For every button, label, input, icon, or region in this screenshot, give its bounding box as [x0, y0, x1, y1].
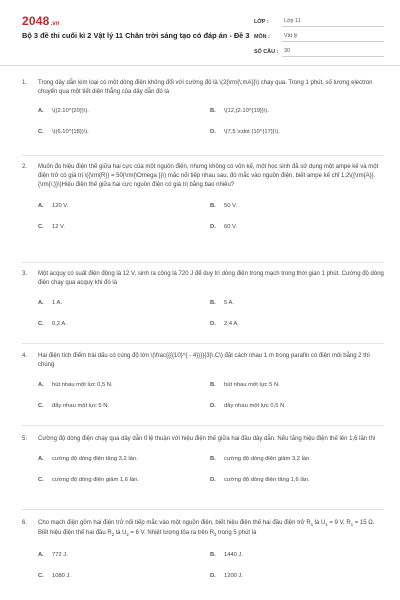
stem-part: trong 5 phút là	[216, 530, 257, 537]
question-stem	[22, 435, 384, 444]
logo-main: 2048	[22, 14, 50, 28]
option-text: 1 A.	[52, 300, 62, 307]
option-text: 60 V.	[224, 223, 238, 230]
option-b[interactable]	[210, 202, 382, 211]
option-letter: D.	[210, 403, 216, 410]
option-b[interactable]	[210, 551, 382, 560]
option-text: 120 V.	[52, 202, 69, 209]
option-letter: B.	[210, 202, 216, 209]
option-d[interactable]	[210, 572, 382, 581]
subscript: 1	[325, 522, 328, 528]
option-b[interactable]	[210, 107, 382, 116]
site-logo[interactable]	[22, 14, 60, 28]
option-a[interactable]	[38, 299, 210, 308]
meta-row-grade	[254, 14, 384, 29]
option-a[interactable]	[38, 202, 210, 211]
option-letter: B.	[210, 551, 216, 558]
question-text: Trong dây dẫn kim loại có một dòng điện không đổi với cường độ là \(2{\rm{\;mA}}\) chạy qua. Trong 1 phút, số lượng electron chuyển qua một tiết diện thẳng của dây dẫn đó là	[38, 80, 373, 96]
question-divider	[22, 509, 384, 510]
option-a[interactable]	[38, 107, 210, 116]
option-text: \((6.10^{18})\).	[52, 129, 89, 136]
subscript: 1	[350, 522, 354, 528]
option-text: 2,4 A.	[224, 321, 239, 328]
question-divider	[22, 425, 384, 426]
option-letter: D.	[210, 129, 216, 136]
option-letter: D.	[210, 321, 216, 328]
question-stem	[22, 519, 384, 540]
answer-options	[38, 202, 384, 232]
option-text: cường độ dòng điện giảm 3,2 lần.	[224, 456, 311, 463]
option-text: \(12,{2.10^{19}}\).	[224, 108, 269, 115]
option-letter: A.	[38, 108, 44, 115]
question-text: Cường độ dòng điện chạy qua dây dẫn tỉ lệ thuận với hiệu điện thế giữa hai đầu dây dẫn. Nếu tăng hiệu điện thế lên 1,6 lần thì	[38, 436, 376, 442]
option-letter: A.	[38, 202, 44, 209]
document-title: Bộ 3 đề thi cuối kì 2 Vật lý 11 Chân trời sáng tạo có đáp án - Đề 3	[22, 31, 250, 40]
meta-key: SỐ CÂU :	[254, 48, 279, 55]
option-letter: C.	[38, 477, 44, 484]
meta-key: MÔN :	[254, 33, 270, 40]
option-d[interactable]	[210, 402, 382, 411]
question-number: 4.	[22, 353, 28, 359]
question-number: 1.	[22, 80, 28, 86]
option-letter: D.	[210, 572, 216, 579]
option-letter: C.	[38, 129, 44, 136]
meta-value: Lớp 11	[282, 16, 384, 27]
option-text: 1440 J.	[224, 551, 244, 558]
meta-row-subject	[254, 29, 384, 44]
option-letter: B.	[210, 108, 216, 115]
option-c[interactable]	[38, 128, 210, 137]
option-letter: C.	[38, 572, 44, 579]
option-b[interactable]	[210, 299, 382, 308]
question-divider	[22, 343, 384, 344]
option-text: đẩy nhau một lực 5 N.	[52, 403, 110, 410]
answer-options	[38, 551, 384, 581]
option-c[interactable]	[38, 320, 210, 329]
question-1	[22, 79, 384, 137]
option-b[interactable]	[210, 455, 382, 464]
option-text: 772 J.	[52, 551, 68, 558]
question-number: 6.	[22, 520, 28, 526]
option-b[interactable]	[210, 381, 382, 390]
question-text: Muốn đo hiệu điện thế giữa hai cực của một nguồn điện, nhưng không có vôn kế, một học sinh đã sử dụng một ampe kế và một điện trở có giá trị \({\rm{R}} = 50{\rm{\Omega }}\) mắc nối tiếp nhau sau, đó mắc vào nguồn điện, biết ampe kế chỉ 1,2\({\rm{A}}.{\rm{\;}}\)Hiệu điện thế giữa hai cực nguồn điện có giá trị bằng bao nhiêu?	[38, 164, 379, 189]
stem-part: Cho mạch điện gồm hai điện trở nối tiếp mắc vào một nguồn điện, biết hiệu điện thế hai đầu điện trở R	[38, 520, 311, 526]
option-letter: A.	[38, 300, 44, 307]
option-a[interactable]	[38, 381, 210, 390]
document-header	[0, 0, 400, 66]
option-text: 50 V.	[224, 202, 238, 209]
question-number: 2.	[22, 164, 28, 170]
subscript: 2	[111, 532, 115, 538]
question-text: Một acquy có suất điện động là 12 V, sinh ra công là 720 J để duy trì dòng điện trong mạch trong thời gian 1 phút. Cường độ dòng điện chạy qua acquy khi đó là	[38, 271, 384, 287]
option-letter: C.	[38, 321, 44, 328]
question-2	[22, 163, 384, 232]
stem-part: = 6 V. Nhiệt lượng tỏa ra trên R	[128, 530, 215, 537]
option-d[interactable]	[210, 320, 382, 329]
option-text: 1200 J.	[224, 572, 244, 579]
option-text: 5 A.	[224, 300, 234, 307]
option-letter: C.	[38, 223, 44, 230]
option-text: cường độ dòng điện giảm 1,6 lần.	[52, 477, 139, 484]
option-c[interactable]	[38, 572, 210, 581]
question-stem	[22, 352, 384, 370]
meta-row-count	[254, 44, 384, 59]
option-text: đẩy nhau một lực 0,5 N.	[224, 403, 286, 410]
option-letter: D.	[210, 477, 216, 484]
logo-suffix: .vn	[50, 21, 60, 27]
answer-options	[38, 107, 384, 137]
option-letter: A.	[38, 382, 44, 389]
meta-value: 30	[282, 46, 384, 57]
option-text: 1080 J.	[52, 572, 72, 579]
stem-part: = 15 Ω. Biết hiệu điện thế hai đầu R	[38, 520, 375, 537]
option-letter: D.	[210, 223, 216, 230]
question-text: Hai điện tích điểm trái dấu có cùng độ lớn \(\frac{{{{10}^{ - 4}}}}{3}\,C\) đặt cách nhau 1 m trong parafin có điện môi bằng 2 thì chúng	[38, 353, 370, 369]
option-text: hút nhau một lực 5 N.	[224, 382, 280, 389]
option-letter: B.	[210, 382, 216, 389]
subscript: 2	[126, 532, 129, 538]
question-text	[38, 519, 384, 540]
option-letter: A.	[38, 456, 44, 463]
stem-part: là U	[114, 530, 127, 537]
option-text: hút nhau một lực 0,5 N.	[52, 382, 113, 389]
exam-meta	[254, 14, 384, 59]
answer-options	[38, 381, 384, 411]
option-text: cường độ dòng điện tăng 1,6 lần.	[224, 477, 310, 484]
option-text: 12 V.	[52, 223, 66, 230]
question-3	[22, 270, 384, 329]
question-6	[22, 519, 384, 581]
subscript: 1	[310, 522, 314, 528]
question-4	[22, 352, 384, 411]
option-a[interactable]	[38, 455, 210, 464]
meta-value: Vật lý	[282, 31, 384, 42]
option-d[interactable]	[210, 476, 382, 485]
option-letter: A.	[38, 551, 44, 558]
stem-part: là U	[313, 520, 326, 526]
option-d[interactable]	[210, 128, 382, 137]
stem-part: = 9 V, R	[327, 520, 351, 526]
option-a[interactable]	[38, 551, 210, 560]
option-c[interactable]	[38, 476, 210, 485]
option-c[interactable]	[38, 402, 210, 411]
question-stem	[22, 270, 384, 288]
option-text: cường độ dòng điện tăng 3,2 lần.	[52, 456, 138, 463]
option-c[interactable]	[38, 223, 210, 232]
meta-key: LỚP :	[254, 18, 269, 25]
option-letter: B.	[210, 300, 216, 307]
question-divider	[22, 155, 384, 156]
question-5	[22, 435, 384, 485]
option-letter: B.	[210, 456, 216, 463]
question-number: 3.	[22, 271, 28, 277]
option-letter: C.	[38, 403, 44, 410]
answer-options	[38, 455, 384, 485]
question-stem	[22, 79, 384, 97]
option-text: \((2.10^{20})\).	[52, 108, 89, 115]
question-divider	[22, 262, 384, 263]
option-text: 0,2 A.	[52, 321, 67, 328]
option-text: \(7,5 \cdot {10^{17}}\).	[224, 129, 280, 136]
question-stem	[22, 163, 384, 191]
option-d[interactable]	[210, 223, 382, 232]
question-number: 5.	[22, 436, 28, 442]
subscript: 2	[214, 532, 217, 538]
answer-options	[38, 299, 384, 329]
